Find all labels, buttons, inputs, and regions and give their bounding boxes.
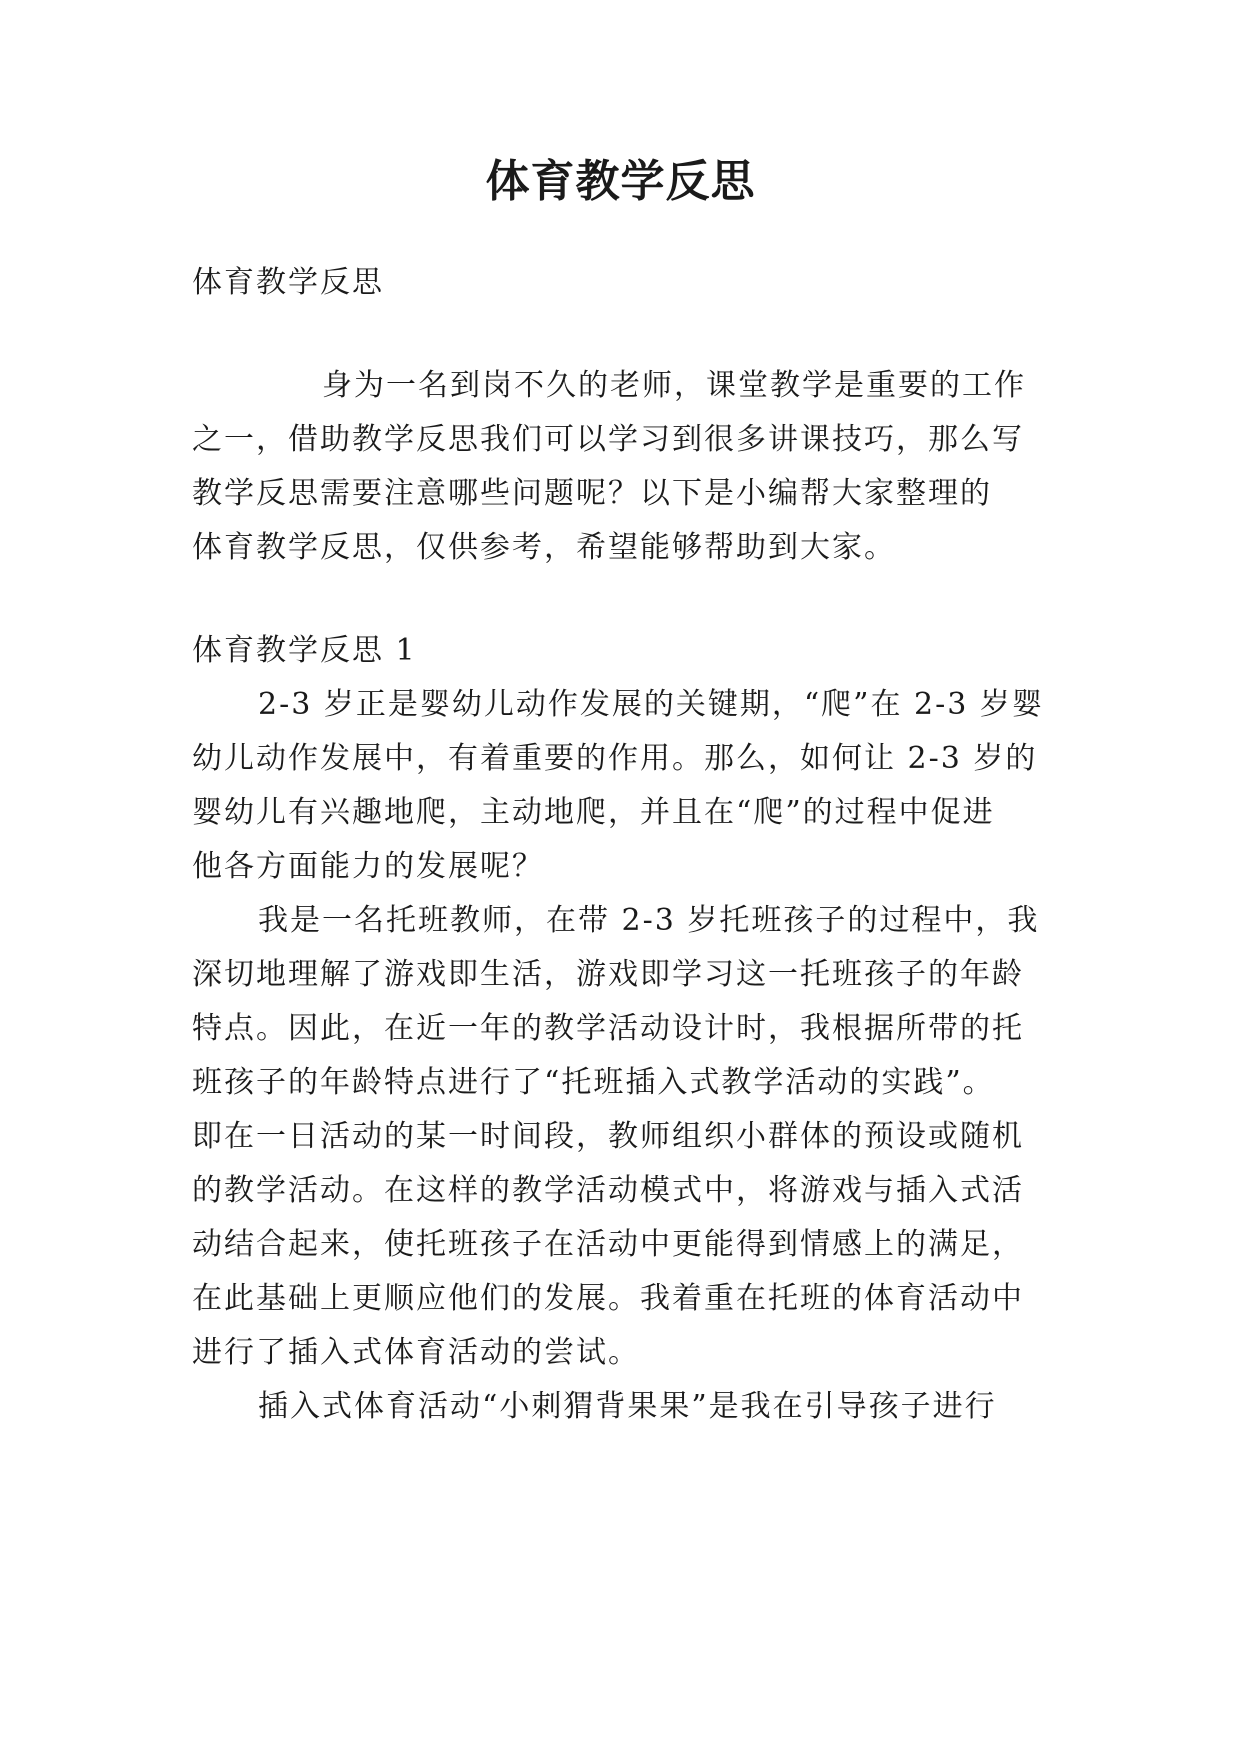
paragraph-line: 在此基础上更顺应他们的发展。我着重在托班的体育活动中 [192, 1281, 1024, 1316]
paragraph-line: 进行了插入式体育活动的尝试。 [192, 1335, 640, 1370]
intro-line: 之一，借助教学反思我们可以学习到很多讲课技巧，那么写 [192, 422, 1024, 457]
paragraph-line: 我是一名托班教师，在带 2-3 岁托班孩子的过程中，我 [258, 903, 1040, 938]
intro-line: 身为一名到岗不久的老师，课堂教学是重要的工作 [322, 368, 1026, 403]
paragraph-line: 深切地理解了游戏即生活，游戏即学习这一托班孩子的年龄 [192, 957, 1024, 992]
paragraph-line: 婴幼儿有兴趣地爬，主动地爬，并且在“爬”的过程中促进 [192, 795, 995, 830]
paragraph-line: 特点。因此，在近一年的教学活动设计时，我根据所带的托 [192, 1011, 1024, 1046]
intro-line: 教学反思需要注意哪些问题呢？以下是小编帮大家整理的 [192, 476, 992, 511]
paragraph-line: 2-3 岁正是婴幼儿动作发展的关键期，“爬”在 2-3 岁婴 [258, 687, 1044, 722]
paragraph-line: 插入式体育活动“小刺猬背果果”是我在引导孩子进行 [258, 1389, 997, 1424]
paragraph-line: 他各方面能力的发展呢？ [192, 849, 544, 884]
paragraph-line: 动结合起来，使托班孩子在活动中更能得到情感上的满足， [192, 1227, 1024, 1262]
document-subtitle: 体育教学反思 [192, 265, 384, 300]
section-heading: 体育教学反思 1 [192, 633, 417, 668]
intro-line: 体育教学反思，仅供参考，希望能够帮助到大家。 [192, 530, 896, 565]
paragraph-line: 的教学活动。在这样的教学活动模式中，将游戏与插入式活 [192, 1173, 1024, 1208]
document-title: 体育教学反思 [485, 156, 756, 207]
paragraph-line: 即在一日活动的某一时间段，教师组织小群体的预设或随机 [192, 1119, 1024, 1154]
paragraph-line: 幼儿动作发展中，有着重要的作用。那么，如何让 2-3 岁的 [192, 741, 1038, 776]
paragraph-line: 班孩子的年龄特点进行了“托班插入式教学活动的实践”。 [192, 1065, 995, 1100]
